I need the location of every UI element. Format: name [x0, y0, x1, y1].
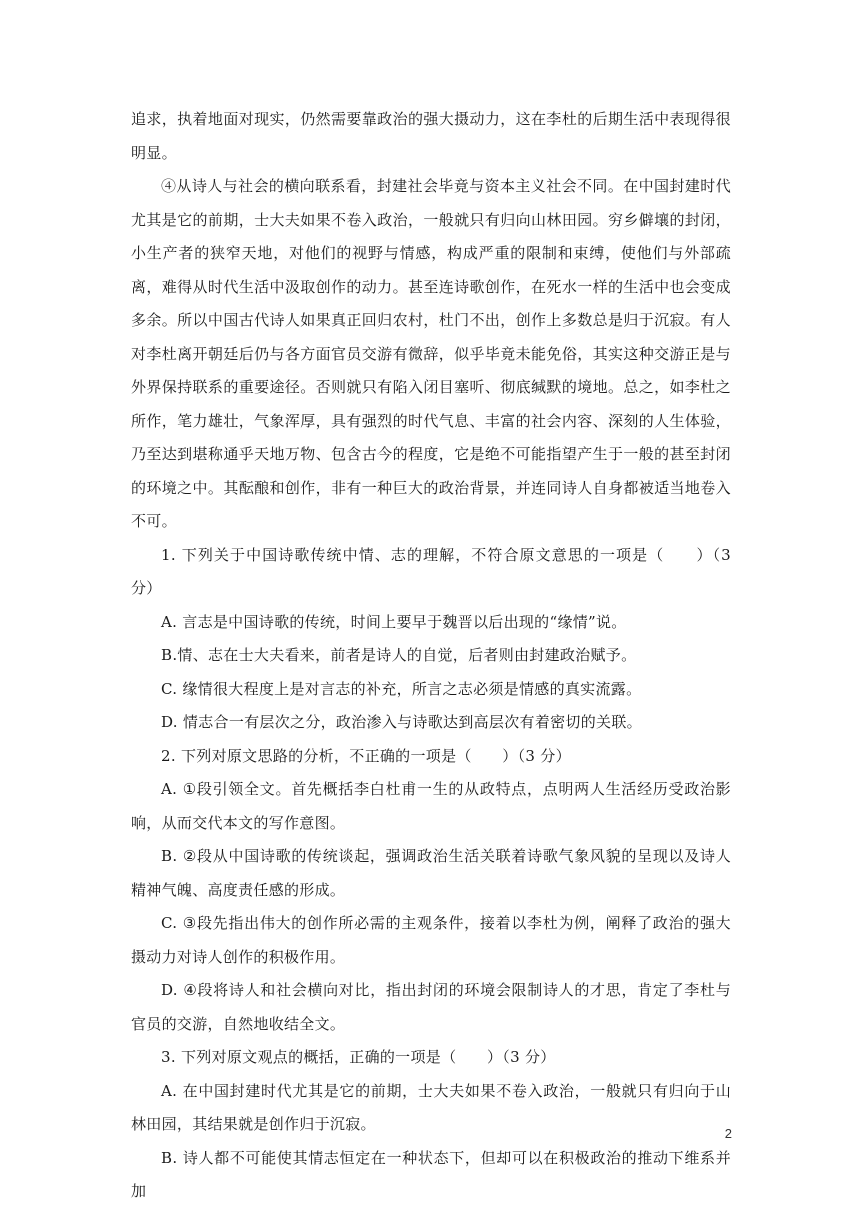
question-2-option-b: B. ②段从中国诗歌的传统谈起，强调政治生活关联着诗歌气象风貌的呈现以及诗人精神气魄、高度责任感的形成。 — [131, 847, 731, 899]
question-3-option-a: A. 在中国封建时代尤其是它的前期，士大夫如果不卷入政治，一般就只有归向于山林田园，其结果就是创作归于沉寂。 — [131, 1081, 731, 1133]
document-body — [131, 103, 731, 1209]
question-2-option-c: C. ③段先指出伟大的创作所必需的主观条件，接着以李杜为例，阐释了政治的强大摄动力对诗人创作的积极作用。 — [131, 914, 731, 966]
paragraph-continuation: 追求，执着地面对现实，仍然需要靠政治的强大摄动力，这在李杜的后期生活中表现得很明显。 — [131, 110, 731, 162]
page-number: 2 — [724, 1126, 732, 1141]
question-1-option-a: A. 言志是中国诗歌的传统，时间上要早于魏晋以后出现的“缘情”说。 — [161, 612, 627, 631]
question-2-stem: 2. 下列对原文思路的分析，不正确的一项是（ ）（3 分） — [161, 746, 571, 765]
question-2-option-a: A. ①段引领全文。首先概括李白杜甫一生的从政特点，点明两人生活经历受政治影响，从而交代本文的写作意图。 — [131, 780, 731, 832]
question-1-option-d: D. 情志合一有层次之分，政治渗入与诗歌达到高层次有着密切的关联。 — [161, 713, 642, 731]
question-3-stem: 3. 下列对原文观点的概括，正确的一项是（ ）（3 分） — [161, 1048, 556, 1066]
question-1-stem: 1. 下列关于中国诗歌传统中情、志的理解，不符合原文意思的一项是（ ）（3 分） — [131, 545, 731, 597]
question-3-option-b: B. 诗人都不可能使其情志恒定在一种状态下，但却可以在积极政治的推动下维系并加 — [131, 1148, 731, 1200]
question-1-option-c: C. 缘情很大程度上是对言志的补充，所言之志必须是情感的真实流露。 — [161, 679, 642, 698]
question-2-option-d: D. ④段将诗人和社会横向对比，指出封闭的环境会限制诗人的才思，肯定了李杜与官员的交游，自然地收结全文。 — [131, 981, 731, 1033]
paragraph-4: ④从诗人与社会的横向联系看，封建社会毕竟与资本主义社会不同。在中国封建时代尤其是它的前期，士大夫如果不卷入政治，一般就只有归向山林田园。穷乡僻壤的封闭，小生产者的狭窄天地，对他们的视野与情感，构成严重的限制和束缚，使他们与外部疏离，难得从时代生活中汲取创作的动力。甚至连诗歌创作，在死水一样的生活中也会变成多余。所以中国古代诗人如果真正回归农村，杜门不出，创作上多数总是归于沉寂。有人对李杜离开朝廷后仍与各方面官员交游有微辞，似乎毕竟未能免俗，其实这种交游正是与外界保持联系的重要途径。否则就只有陷入闭目塞听、彻底缄默的境地。总之，如李杜之所作，笔力雄壮，气象浑厚，具有强烈的时代气息、丰富的社会内容、深刻的人生体验，乃至达到堪称通乎天地万物、包含古今的程度，它是绝不可能指望产生于一般的甚至封闭的环境之中。其酝酿和创作，非有一种巨大的政治背景，并连同诗人自身都被适当地卷入不可。 — [131, 177, 731, 530]
question-1-option-b: B.情、志在士大夫看来，前者是诗人的自觉，后者则由封建政治赋予。 — [161, 646, 637, 664]
